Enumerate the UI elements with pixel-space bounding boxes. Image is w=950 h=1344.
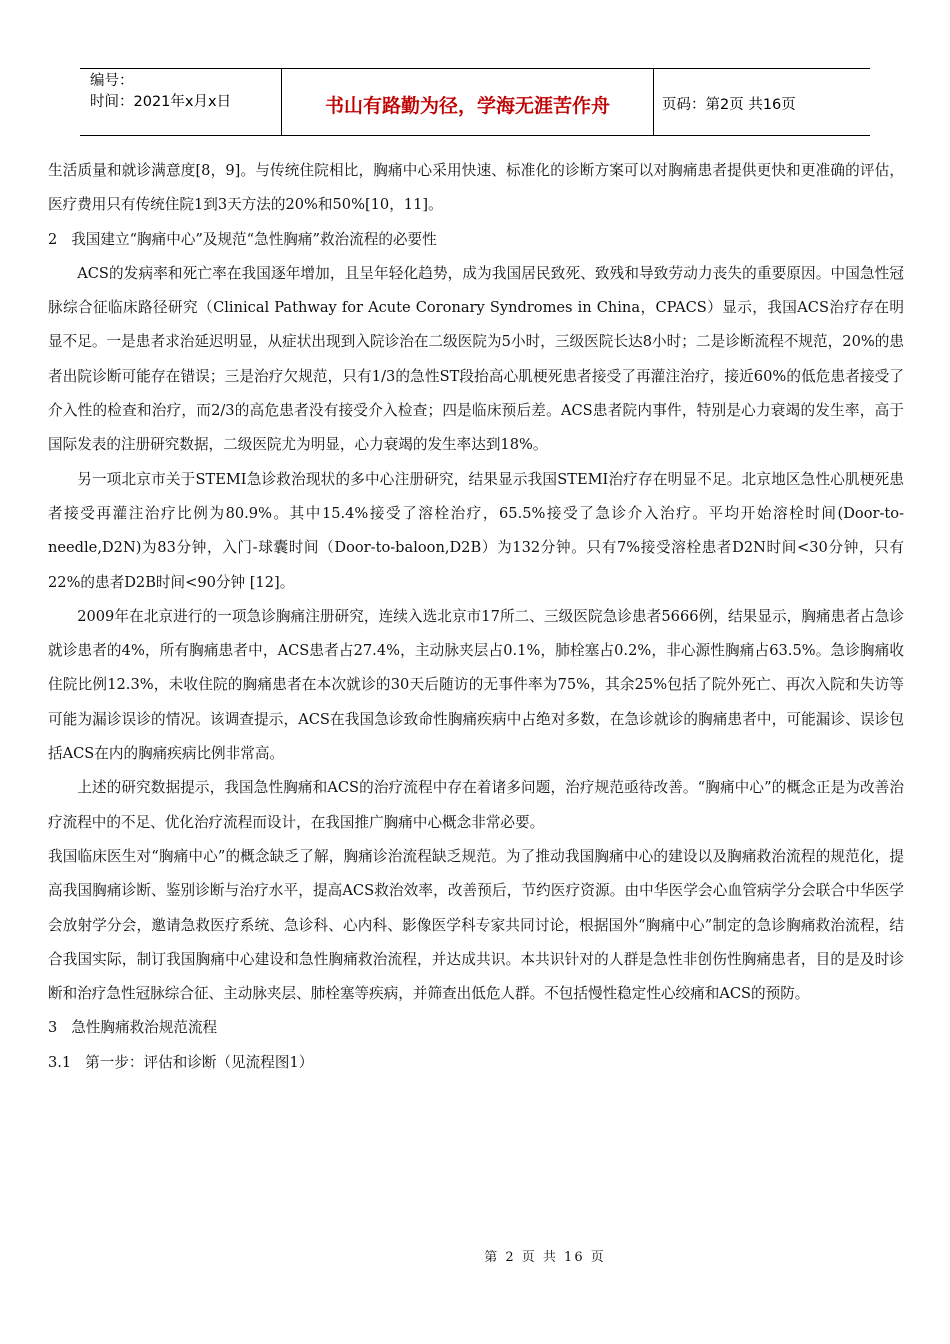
paragraph-consensus: 我国临床医生对“胸痛中心”的概念缺乏了解，胸痛诊治流程缺乏规范。为了推动我国胸痛中心的建设以及胸痛救治流程的规范化，提高我国胸痛诊断、鉴别诊断与治疗水平，提高ACS救治效率，改善预后，节约医疗资源。由中华医学会心血管病学分会联合中华医学会放射学分会，邀请急救医疗系统、急诊科、心内科、影像医学科专家共同讨论，根据国外“胸痛中心”制定的急诊胸痛救治流程，结合我国实际，制订我国胸痛中心建设和急性胸痛救治流程，并达成共识。本共识针对的人群是急性非创伤性胸痛患者，目的是及时诊断和治疗急性冠脉综合征、主动脉夹层、肺栓塞等疾病，并筛查出低危人群。不包括慢性稳定性心绞痛和ACS的预防。 <box>48 847 904 1003</box>
paragraph-2009-registry: 2009年在北京进行的一项急诊胸痛注册研究，连续入选北京市17所二、三级医院急诊患者5666例，结果显示，胸痛患者占急诊就诊患者的4%，所有胸痛患者中，ACS患者占27.4%，主动脉夹层占0.1%，肺栓塞占0.2%，非心源性胸痛占63.5%。急诊胸痛收住院比例12.3%，未收住院的胸痛患者在本次就诊的30天后随访的无事件率为75%，其余25%包括了院外死亡、再次入院和失访等可能为漏诊误诊的情况。该调查提示，ACS在我国急诊致命性胸痛疾病中占绝对多数，在急诊就诊的胸痛患者中，可能漏诊、误诊包括ACS在内的胸痛疾病比例非常高。 <box>48 607 904 763</box>
date-label: 时间：2021年x月x日 <box>90 94 232 110</box>
header-motto: 书山有路勤为径，学海无涯苦作舟 <box>281 69 654 135</box>
document-body <box>48 154 904 1080</box>
serial-number-label: 编号： <box>90 73 134 89</box>
header-meta <box>80 69 281 135</box>
paragraph-summary: 上述的研究数据提示，我国急性胸痛和ACS的治疗流程中存在着诸多问题，治疗规范亟待改善。“胸痛中心”的概念正是为改善治疗流程中的不足、优化治疗流程而设计，在我国推广胸痛中心概念非常必要。 <box>48 779 904 831</box>
subsection-heading-3-1: 3.1 第一步：评估和诊断（见流程图1） <box>48 1053 314 1071</box>
paragraph-continued: 生活质量和就诊满意度[8，9]。与传统住院相比，胸痛中心采用快速、标准化的诊断方案可以对胸痛患者提供更快和更准确的评估，医疗费用只有传统住院1到3天方法的20%和50%[10，11]。 <box>48 162 904 214</box>
page-footer: 第 2 页 共 16 页 <box>484 1250 606 1265</box>
section-heading-2: 2 我国建立“胸痛中心”及规范“急性胸痛”救治流程的必要性 <box>48 230 437 248</box>
header-page-number: 页码：第2页 共16页 <box>662 96 796 113</box>
paragraph-acs-status: ACS的发病率和死亡率在我国逐年增加，且呈年轻化趋势，成为我国居民致死、致残和导致劳动力丧失的重要原因。中国急性冠脉综合征临床路径研究（Clinical Pathway for Acute Coronary Syndromes in China，CPACS）显示，我国ACS治疗存在明显不足。一是患者求治延迟明显，从症状出现到入院诊治在二级医院为5小时，三级医院长达8小时；二是诊断流程不规范，20%的患者出院诊断可能存在错误；三是治疗欠规范，只有1/3的急性ST段抬高心肌梗死患者接受了再灌注治疗，接近60%的低危患者接受了介入性的检查和治疗，而2/3的高危患者没有接受介入检查；四是临床预后差。ACS患者院内事件，特别是心力衰竭的发生率，高于国际发表的注册研究数据，二级医院尤为明显，心力衰竭的发生率达到18%。 <box>48 264 904 454</box>
section-heading-3: 3 急性胸痛救治规范流程 <box>48 1019 218 1037</box>
paragraph-beijing-stemi: 另一项北京市关于STEMI急诊救治现状的多中心注册研究，结果显示我国STEMI治疗存在明显不足。北京地区急性心肌梗死患者接受再灌注治疗比例为80.9%。其中15.4%接受了溶栓治疗，65.5%接受了急诊介入治疗。平均开始溶栓时间(Door-to-needle,D2N)为83分钟，入门-球囊时间（Door-to-baloon,D2B）为132分钟。只有7%接受溶栓患者D2N时间<30分钟，只有22%的患者D2B时间<90分钟 [12]。 <box>48 470 904 591</box>
document-header <box>80 68 870 136</box>
